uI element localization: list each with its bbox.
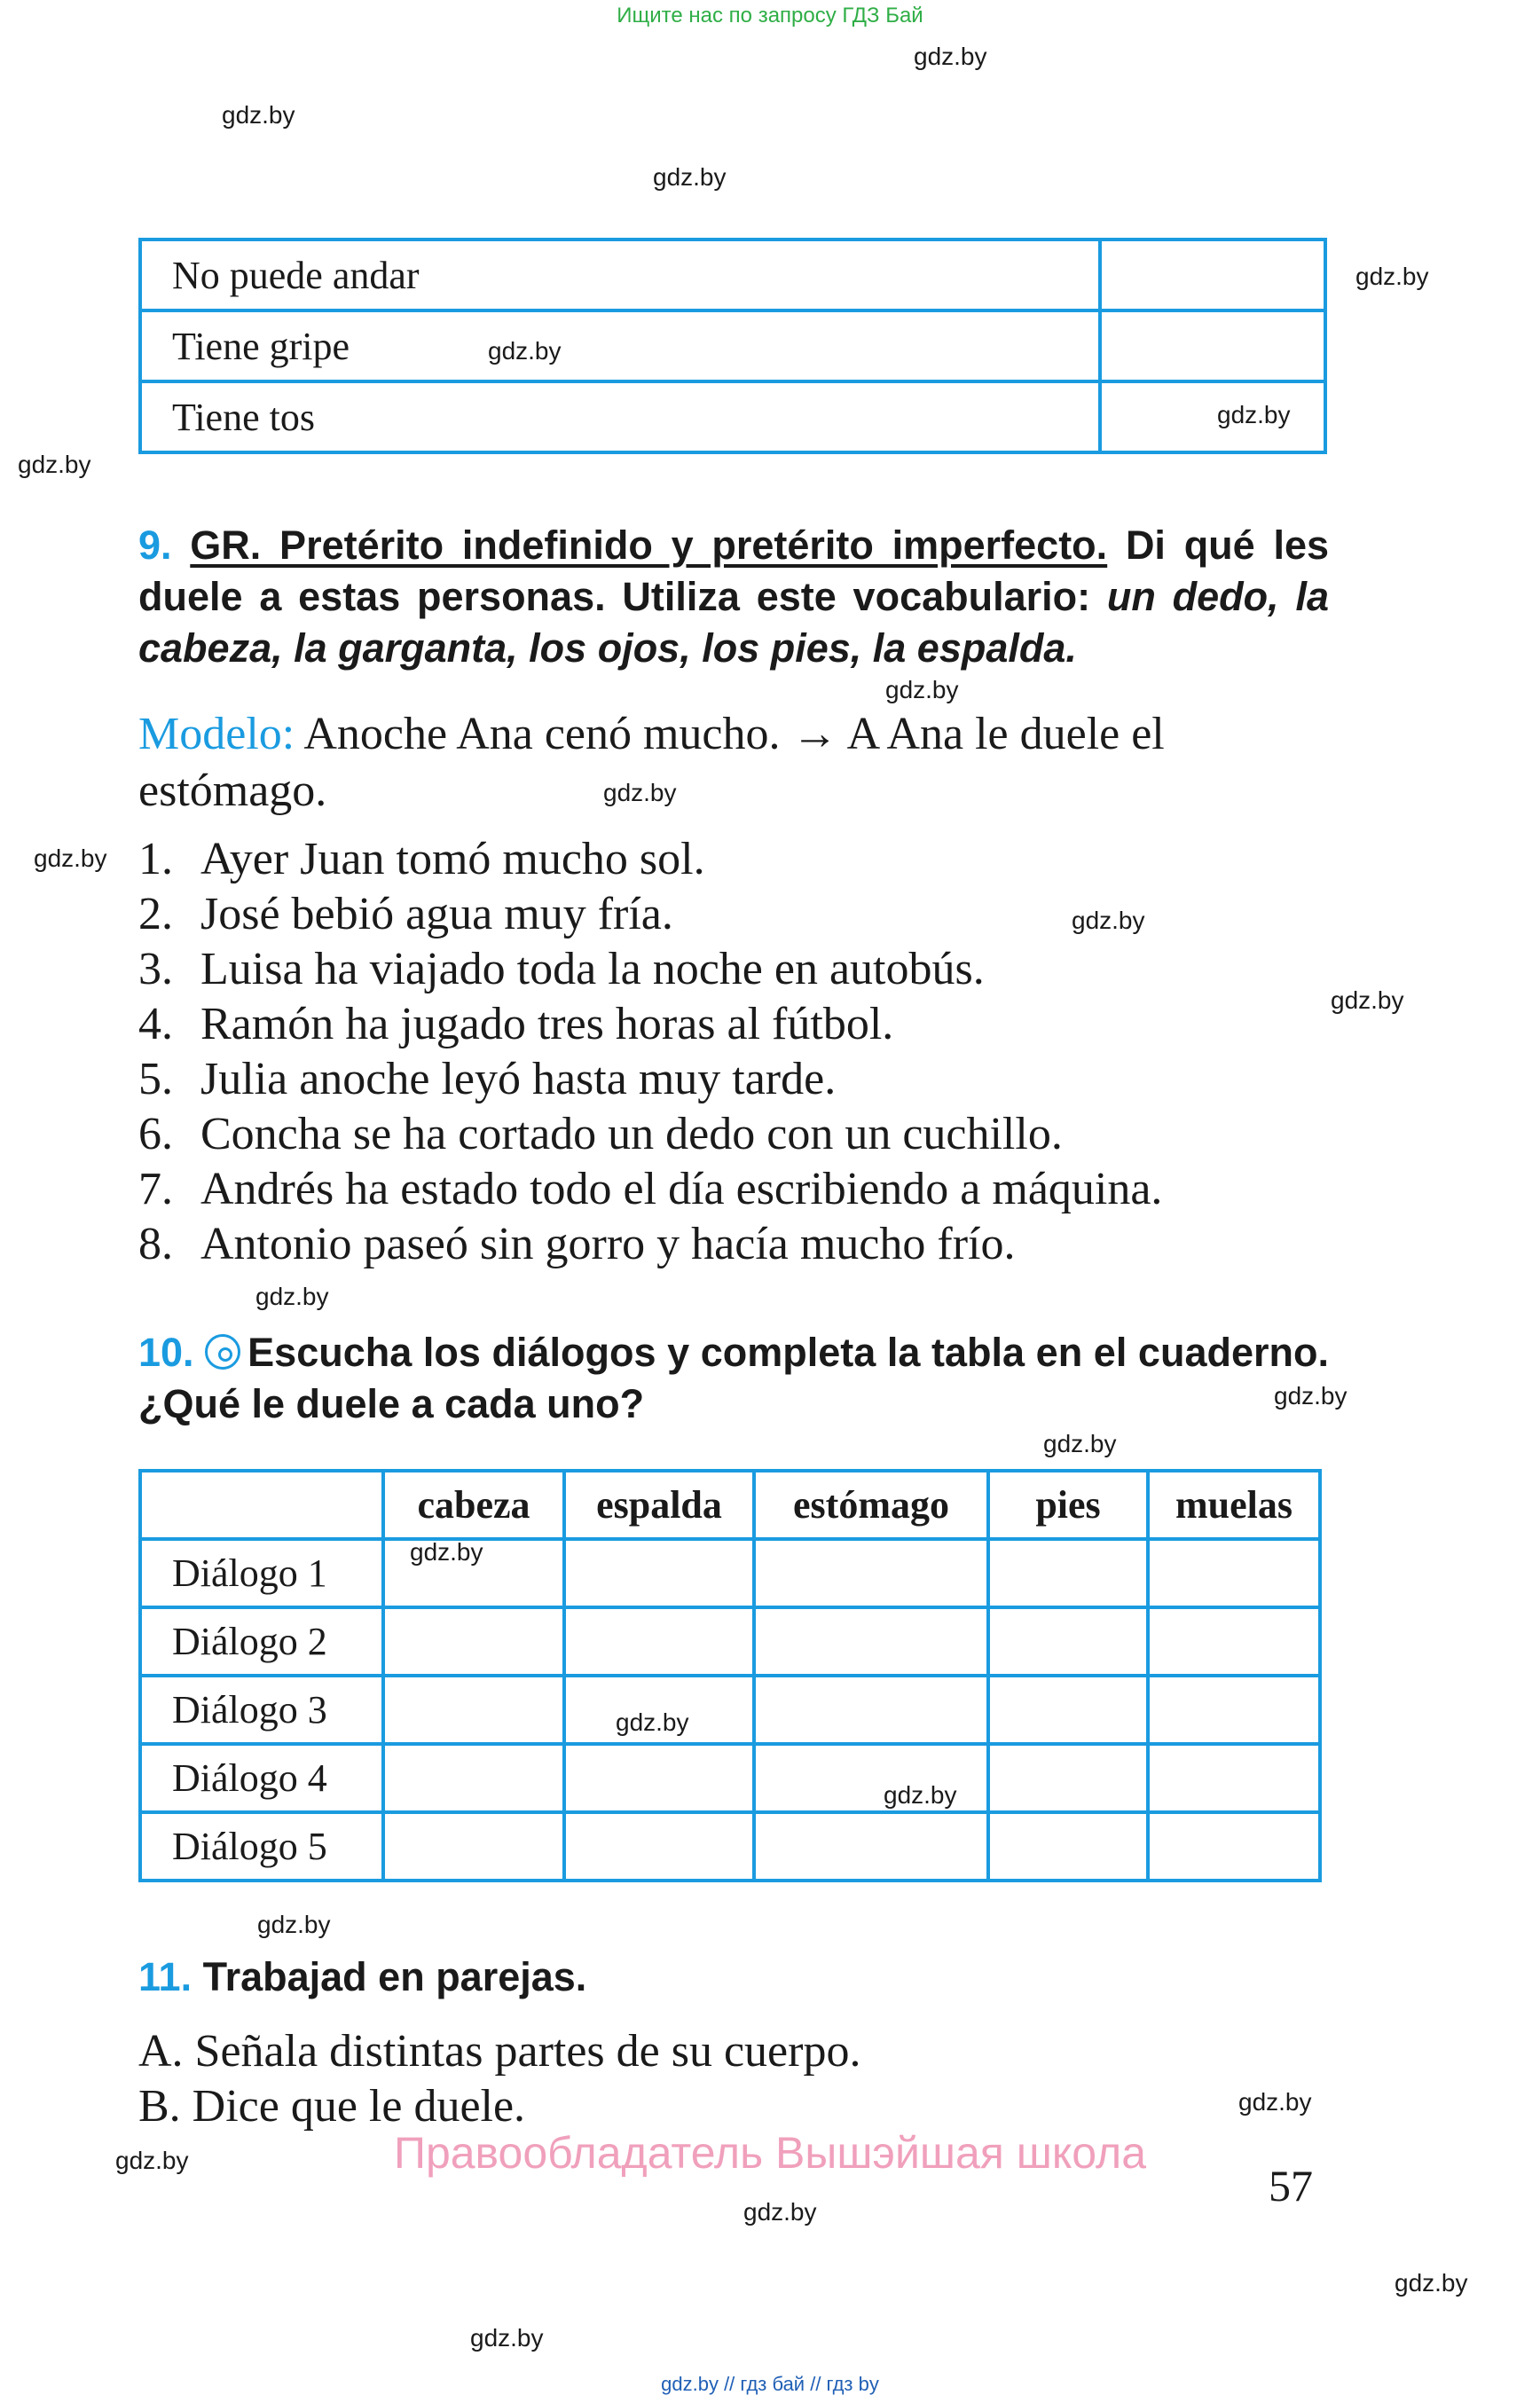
item-text: José bebió agua muy fría. [200, 889, 673, 939]
watermark: gdz.by [885, 676, 959, 703]
item-number: 8. [138, 1219, 173, 1269]
row-label: Diálogo 3 [140, 1676, 383, 1744]
list-item [138, 1162, 1162, 1217]
watermark: gdz.by [488, 337, 562, 365]
model-example [138, 706, 1329, 820]
item-text: Ramón ha jugado tres horas al fútbol. [200, 999, 894, 1049]
exercise-number: 10. [138, 1330, 194, 1375]
copyright-holder: Правообладатель Вышэйшая школа [394, 2128, 1146, 2178]
table-row-label: Tiene tos [140, 381, 1100, 452]
watermark: gdz.by [255, 1283, 329, 1310]
exercise-number: 9. [138, 522, 172, 568]
item-text: Concha se ha cortado un dedo con un cuchillo. [200, 1109, 1063, 1159]
column-header: cabeza [383, 1471, 564, 1539]
watermark: gdz.by [1072, 907, 1145, 934]
task-line-b: B. Dice que le duele. [138, 2081, 526, 2132]
list-item [138, 1052, 1162, 1107]
task-line-a: A. Señala distintas partes de su cuerpo. [138, 2026, 861, 2077]
item-text: Andrés ha estado todo el día escribiendo a máquina. [200, 1164, 1163, 1214]
table-row-label: Tiene gripe [140, 310, 1100, 381]
model-text: Anoche Ana cenó mucho. → A Ana le duele el estómago. [138, 709, 1165, 816]
watermark: gdz.by [914, 43, 987, 70]
exercise-11-heading [138, 1951, 1329, 2003]
list-item [138, 1217, 1162, 1272]
watermark: gdz.by [18, 451, 91, 478]
watermark: gdz.by [616, 1708, 689, 1736]
cd-icon [205, 1334, 240, 1370]
vocabulary: un dedo, la cabeza, la garganta, los ojos, los pies, la espalda. [138, 574, 1329, 671]
row-label: Diálogo 4 [140, 1744, 383, 1812]
list-item [138, 997, 1162, 1052]
column-header: pies [988, 1471, 1148, 1539]
column-header: espalda [564, 1471, 754, 1539]
instruction: Trabajad en parejas. [202, 1954, 587, 1999]
grammar-topic: GR. Pretérito indefinido y pretérito imperfecto. [190, 522, 1108, 568]
item-number: 5. [138, 1054, 173, 1104]
watermark: gdz.by [1238, 2088, 1312, 2116]
item-text: Ayer Juan tomó mucho sol. [200, 834, 705, 884]
watermark: gdz.by [115, 2147, 189, 2174]
footer-links: gdz.by // гдз бай // гдз by [661, 2373, 879, 2395]
watermark: gdz.by [410, 1538, 483, 1566]
item-number: 4. [138, 999, 173, 1049]
watermark: gdz.by [884, 1781, 957, 1809]
list-item [138, 832, 1162, 887]
empty-cell [1100, 240, 1325, 310]
empty-cell [1100, 310, 1325, 381]
watermark: gdz.by [34, 844, 107, 872]
watermark: gdz.by [1331, 986, 1404, 1014]
watermark: gdz.by [1355, 263, 1429, 290]
watermark: gdz.by [1395, 2269, 1468, 2297]
exercise-number: 11. [138, 1954, 192, 1999]
watermark: gdz.by [257, 1911, 331, 1938]
list-item [138, 887, 1162, 942]
item-text: Julia anoche leyó hasta muy tarde. [200, 1054, 837, 1104]
exercise-10-heading [138, 1327, 1329, 1430]
item-number: 2. [138, 889, 173, 939]
column-header: muelas [1148, 1471, 1320, 1539]
watermark: gdz.by [1043, 1430, 1117, 1457]
item-number: 6. [138, 1109, 173, 1159]
column-header: estómago [754, 1471, 988, 1539]
item-text: Luisa ha viajado toda la noche en autobús. [200, 944, 985, 994]
watermark: gdz.by [222, 101, 295, 129]
item-text: Antonio paseó sin gorro y hacía mucho frío. [200, 1219, 1016, 1269]
row-label: Diálogo 1 [140, 1539, 383, 1607]
symptoms-table [138, 238, 1327, 454]
watermark: gdz.by [743, 2198, 817, 2226]
list-item [138, 942, 1162, 997]
row-label: Diálogo 5 [140, 1812, 383, 1881]
instruction: Di qué les duele a estas personas. Utiliza este vocabulario: [138, 522, 1329, 619]
item-number: 7. [138, 1164, 173, 1214]
item-number: 1. [138, 834, 173, 884]
top-banner: Ищите нас по запросу ГДЗ Бай [617, 4, 923, 27]
item-number: 3. [138, 944, 173, 994]
list-item [138, 1107, 1162, 1162]
watermark: gdz.by [603, 779, 677, 806]
watermark: gdz.by [1217, 401, 1291, 428]
corner-cell [140, 1471, 383, 1539]
page-number: 57 [1269, 2161, 1313, 2211]
row-label: Diálogo 2 [140, 1607, 383, 1676]
watermark: gdz.by [1274, 1382, 1348, 1410]
exercise-9-heading [138, 520, 1329, 674]
empty-cell [1100, 381, 1325, 452]
instruction: Escucha los diálogos y completa la tabla en el cuaderno. ¿Qué le duele a cada uno? [138, 1330, 1329, 1426]
watermark: gdz.by [470, 2324, 544, 2352]
model-label: Modelo: [138, 709, 295, 759]
exercise-9-list [138, 832, 1162, 1272]
table-row-label: No puede andar [140, 240, 1100, 310]
watermark: gdz.by [653, 163, 727, 191]
dialogues-table [138, 1469, 1322, 1882]
